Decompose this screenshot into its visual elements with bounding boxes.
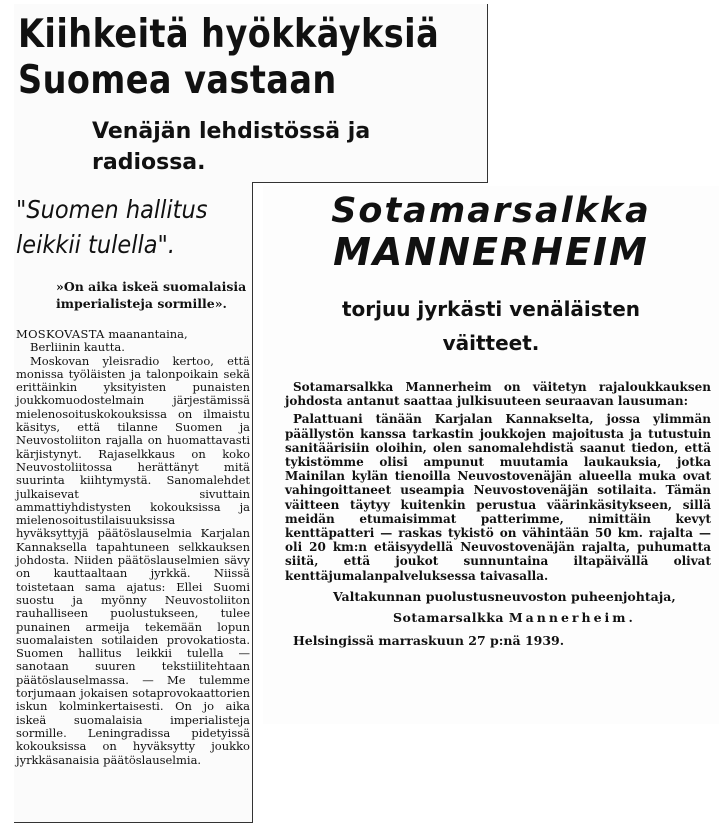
via-line: Berliinin kautta. — [30, 340, 125, 355]
dateline-day: maanantaina, — [108, 327, 188, 341]
place-date: Helsingissä marraskuun 27 p:nä 1939. — [293, 632, 565, 648]
banner-title-line-2: MANNERHEIM — [333, 230, 649, 274]
dateline — [16, 328, 250, 341]
banner-title-line-1: Sotamarsalkka — [331, 191, 651, 231]
pull-quote: »On aika iskeä suomalaisia imperialisteja sormille». — [56, 279, 247, 311]
left-subheadline-line-2: radiossa. — [92, 150, 206, 175]
right-article-clipping — [263, 186, 719, 724]
right-article-body — [285, 380, 711, 583]
dateline-city: MOSKOVASTA — [16, 327, 105, 341]
left-subheadline-line-1: Venäjän lehdistössä ja — [92, 119, 371, 144]
quote-headline-line-1: "Suomen hallitus — [16, 195, 208, 224]
right-subheadline — [263, 292, 719, 360]
signature-name: Mannerheim. — [508, 609, 636, 625]
right-subheadline-line-1: torjuu jyrkästi venäläisten — [341, 297, 641, 321]
right-subheadline-line-2: väitteet. — [442, 331, 540, 355]
left-subheadline — [92, 116, 370, 178]
signature-title: Valtakunnan puolustusneuvoston puheenjohtaja, — [333, 588, 676, 604]
left-article-text: Moskovan yleisradio kertoo, että monissa työläisten ja talonpoikain sekä erittäinkin yksityisten punaisten joukkomuodostelmain järjestämissä mielenosoituskokouksissa on ilmaistu käsitys, että tilanne Suomen ja Neuvostoliiton rajalla on huomattavasti kärjistynyt. Rajaselkkaus on koko Neuvostoliitossa herättänyt mitä suurinta kiihtymystä. Sanomalehdet julkaisevat sivuttain ammattiyhdistysten kokouksissa ja mielenosoitustilaisuuksissa hyväksyttyjä päätöslauselmia Karjalan Kannaksella tapahtuneen selkkauksen johdosta. Niiden päätöslauselmien sävy on kauttaaltaan jyrkkä. Niissä toistetaan sama ajatus: Ellei Suomi suostu ja myönny Neuvostoliiton rauhalliseen puolustukseen, tulee punainen armeija tekemään lopun suomalaisten sotilaiden provokatiosta. Suomen hallitus leikkii tulella — sanotaan suuren tekstiilitehtaan päätöslauselmassa. — Me tulemme torjumaan jokaisen sotaprovokaattorien iskun kolminkertaisesti. On jo aika iskeä suomalaisia imperialisteja sormille. Leningradissa pidetyissä kokouksissa on hyväksytty joukko jyrkkäsanaisia päätöslauselmia. — [16, 353, 250, 767]
signature-rank: Sotamarsalkka — [393, 609, 504, 625]
left-headline — [18, 12, 439, 104]
left-headline-clipping — [14, 4, 488, 183]
left-headline-line-2: Suomea vastaan — [18, 58, 337, 103]
quote-headline — [16, 192, 228, 262]
quote-headline-line-2: leikkii tulella". — [16, 230, 176, 259]
left-article-column — [14, 182, 253, 823]
right-article-statement: Palattuani tänään Karjalan Kannakselta, jossa ylimmän päällystön kanssa tarkastin joukkojen majoitusta ja tutustuin sanitäärisiin oloihin, olen sanomalehdistä saanut tiedon, että tykistömme olisi ampunut muutamia laukauksia, jotka Mainilan kylän tienoilla Neuvostovenäjän alueella muka ovat vahingoittaneet useampia Neuvostovenäjän sotilaita. Tämän väitteen täytyy kuitenkin perustua väärinkäsitykseen, sillä meidän etumaisimmat patterimme, nimittäin kevyt kenttäpatteri — raskas tykistö on vähintään 50 km. rajalta — oli 20 km:n etäisyydellä Neuvostovenäjän rajalta, puhumatta siitä, että joukot sunnuntaina iltapäivällä olivat kenttäjumalanpalveluksessa taivasalla. — [285, 412, 711, 583]
left-headline-line-1: Kiihkeitä hyökkäyksiä — [18, 12, 440, 57]
right-article-intro: Sotamarsalkka Mannerheim on väitetyn rajaloukkauksen johdosta antanut saattaa julkisuuteen seuraavan lausuman: — [285, 380, 711, 409]
signature — [393, 610, 719, 625]
left-article-body — [16, 328, 250, 767]
